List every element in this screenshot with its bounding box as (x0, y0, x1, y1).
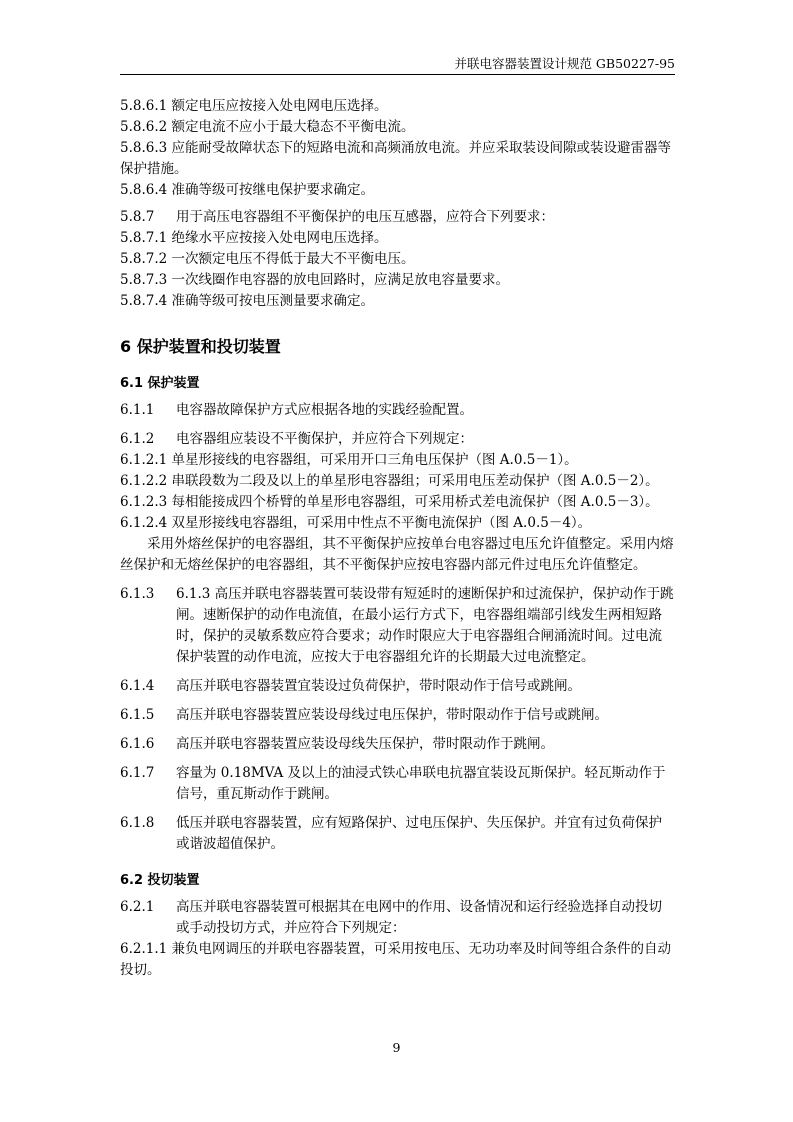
clause-6-1-1 (120, 400, 675, 421)
clause-6-2-1 (120, 897, 675, 939)
clause-number: 6.1.3 (120, 586, 155, 602)
page-number: 9 (392, 1040, 401, 1055)
clause-text: 电容器组应装设不平衡保护，并应符合下列规定： (176, 431, 473, 447)
clause-number: 6.1.5 (120, 707, 155, 723)
list-item: 5.8.7.3 一次线圈作电容器的放电回路时，应满足放电容量要求。 (120, 272, 510, 288)
clause-text: 高压并联电容器装置可根据其在电网中的作用、设备情况和运行经验选择自动投切或手动投切方式，并应符合下列规定： (176, 899, 662, 936)
clause-6-1-4 (120, 676, 675, 697)
clause-6-1-2 (120, 429, 675, 450)
clause-text: 低压并联电容器装置，应有短路保护、过电压保护、失压保护。并宜有过负荷保护或谐波超值保护。 (176, 815, 662, 852)
section-title: 6.2 投切装置 (120, 873, 200, 888)
list-item: 6.1.2.2 串联段数为二段及以上的单星形电容器组；可采用电压差动保护（图 A.0.5－2）。 (120, 473, 659, 489)
chapter-title: 6 保护装置和投切装置 (120, 337, 281, 356)
list-item: 5.8.6.1 额定电压应按接入处电网电压选择。 (120, 98, 388, 114)
clause-number: 6.2.1 (120, 899, 155, 915)
clause-number: 6.1.2 (120, 431, 155, 447)
list-item: 5.8.7.4 准确等级可按电压测量要求确定。 (120, 293, 375, 309)
clause-6-1-8 (120, 813, 675, 855)
clause-text: 高压并联电容器装置应装设母线过电压保护，带时限动作于信号或跳闸。 (176, 707, 608, 723)
clause-6-1-7 (120, 763, 675, 805)
page-body (120, 96, 675, 981)
paragraph-fuse-protection: 采用外熔丝保护的电容器组，其不平衡保护应按单台电容器过电压允许值整定。采用内熔丝保护和无熔丝保护的电容器组，其不平衡保护应按电容器内部元件过电压允许值整定。 (120, 536, 674, 573)
clause-number: 6.1.7 (120, 765, 155, 781)
list-item: 5.8.7.2 一次额定电压不得低于最大不平衡电压。 (120, 251, 415, 267)
clause-text: 电容器故障保护方式应根据各地的实践经验配置。 (176, 402, 473, 418)
header-rule (120, 74, 675, 75)
clause-number: 6.1.8 (120, 815, 155, 831)
list-item: 5.8.6.4 准确等级可按继电保护要求确定。 (120, 182, 375, 198)
list-item: 5.8.7.1 绝缘水平应按接入处电网电压选择。 (120, 230, 388, 246)
clause-text: 用于高压电容器组不平衡保护的电压互感器，应符合下列要求： (176, 209, 554, 225)
clause-5-8-7 (120, 207, 675, 228)
list-item: 6.1.2.1 单星形接线的电容器组，可采用开口三角电压保护（图 A.0.5－1）。 (120, 452, 578, 468)
list-item: 6.1.2.4 双星形接线电容器组，可采用中性点不平衡电流保护（图 A.0.5－4）。 (120, 515, 592, 531)
list-item: 6.2.1.1 兼负电网调压的并联电容器装置，可采用按电压、无功功率及时间等组合条件的自动投切。 (120, 941, 672, 978)
clause-number: 6.1.1 (120, 402, 155, 418)
clause-number: 5.8.7 (120, 209, 155, 225)
clause-6-1-5 (120, 705, 675, 726)
clause-text: 6.1.3 高压并联电容器装置可装设带有短延时的速断保护和过流保护，保护动作于跳闸。速断保护的动作电流值，在最小运行方式下，电容器组端部引线发生两相短路时，保护的灵敏系数应符合要求；动作时限应大于电容器组合闸涌流时间。过电流保护装置的动作电流，应按大于电容器组允许的长期最大过电流整定。 (176, 586, 674, 665)
clause-text: 高压并联电容器装置应装设母线失压保护，带时限动作于跳闸。 (176, 736, 554, 752)
clause-6-1-3 (120, 584, 675, 668)
list-item: 6.1.2.3 每相能接成四个桥臂的单星形电容器组，可采用桥式差电流保护（图 A.0.5－3）。 (120, 494, 659, 510)
section-title: 6.1 保护装置 (120, 376, 200, 391)
clause-text: 高压并联电容器装置宜装设过负荷保护，带时限动作于信号或跳闸。 (176, 678, 581, 694)
clause-number: 6.1.6 (120, 736, 155, 752)
clause-number: 6.1.4 (120, 678, 155, 694)
running-header: 并联电容器装置设计规范 GB50227-95 (454, 56, 675, 71)
list-item: 5.8.6.2 额定电流不应小于最大稳态不平衡电流。 (120, 119, 415, 135)
clause-text: 容量为 0.18MVA 及以上的油浸式铁心串联电抗器宜装设瓦斯保护。轻瓦斯动作于信号，重瓦斯动作于跳闸。 (176, 765, 666, 802)
clause-6-1-6 (120, 734, 675, 755)
list-item: 5.8.6.3 应能耐受故障状态下的短路电流和高频涌放电流。并应采取装设间隙或装设避雷器等保护措施。 (120, 140, 672, 177)
